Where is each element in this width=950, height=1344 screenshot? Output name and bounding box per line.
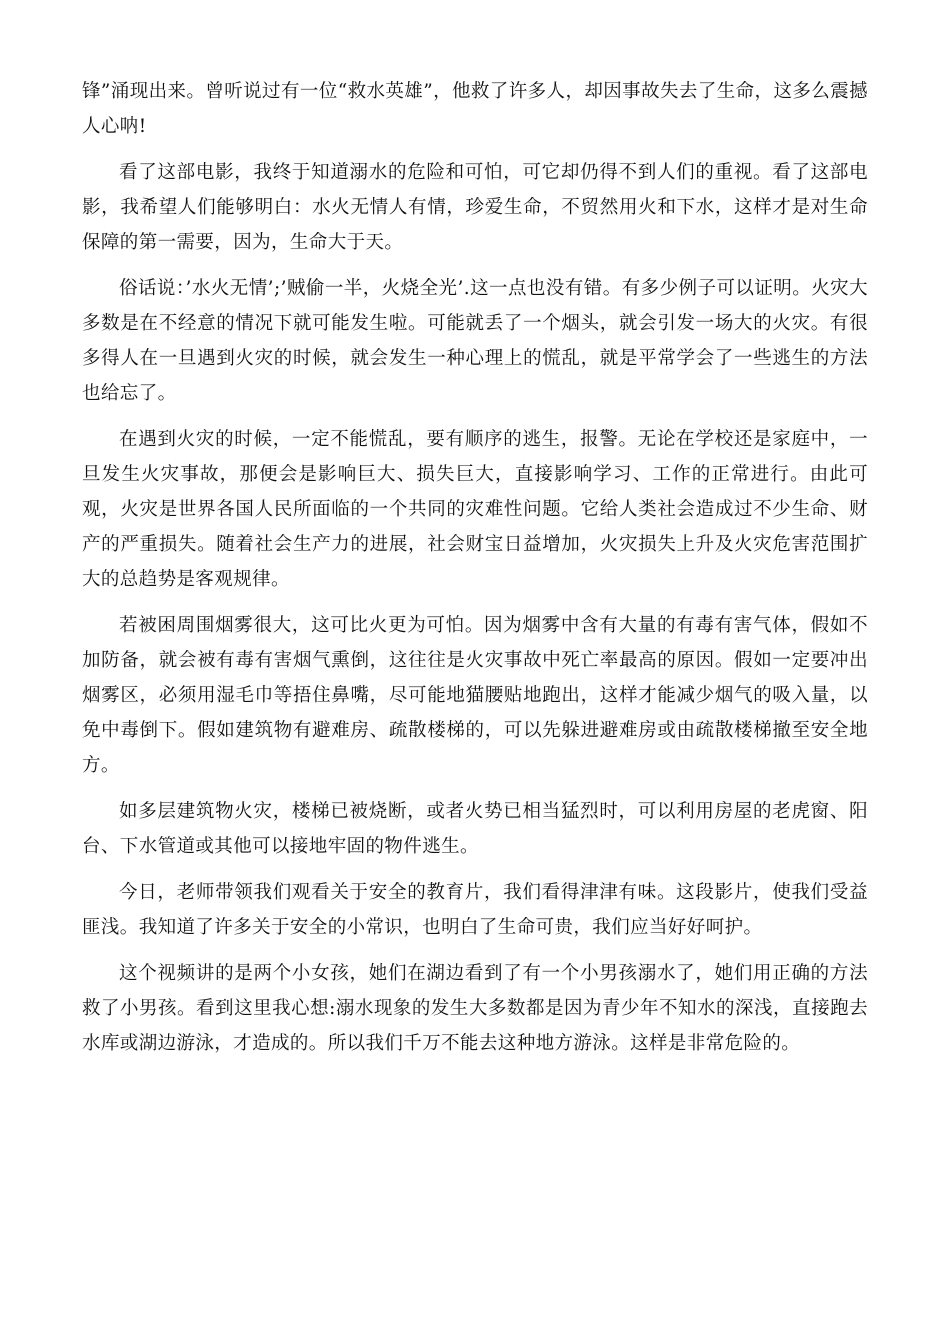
paragraph-3: 俗话说：’水火无情’;’贼偷一半，火烧全光’.这一点也没有错。有多少例子可以证明。火灾大多数是在不经意的情况下就可能发生啦。可能就丢了一个烟头，就会引发一场大的火灾。有很多得人在一旦遇到火灾的时候，就会发生一种心理上的慌乱，就是平常学会了一些逃生的方法也给忘了。 (82, 278, 868, 404)
paragraph-8: 这个视频讲的是两个小女孩，她们在湖边看到了有一个小男孩溺水了，她们用正确的方法救了小男孩。看到这里我心想:溺水现象的发生大多数都是因为青少年不知水的深浅，直接跑去水库或湖边游泳，才造成的。所以我们千万不能去这种地方游泳。这样是非常危险的。 (82, 963, 868, 1054)
paragraph-4: 在遇到火灾的时候，一定不能慌乱，要有顺序的逃生，报警。无论在学校还是家庭中，一旦发生火灾事故，那便会是影响巨大、损失巨大，直接影响学习、工作的正常进行。由此可观，火灾是世界各国人民所面临的一个共同的灾难性问题。它给人类社会造成过不少生命、财产的严重损失。随着社会生产力的进展，社会财宝日益增加，火灾损失上升及火灾危害范围扩大的总趋势是客观规律。 (82, 429, 868, 590)
paragraph-7: 今日，老师带领我们观看关于安全的教育片，我们看得津津有味。这段影片，使我们受益匪浅。我知道了许多关于安全的小常识，也明白了生命可贵，我们应当好好呵护。 (82, 882, 868, 938)
paragraph-6: 如多层建筑物火灾，楼梯已被烧断，或者火势已相当猛烈时，可以利用房屋的老虎窗、阳台、下水管道或其他可以接地牢固的物件逃生。 (82, 801, 868, 857)
document-body (82, 74, 868, 1072)
paragraph-2: 看了这部电影，我终于知道溺水的危险和可怕，可它却仍得不到人们的重视。看了这部电影，我希望人们能够明白：水火无情人有情，珍爱生命，不贸然用火和下水，这样才是对生命保障的第一需要，因为，生命大于天。 (82, 162, 868, 253)
paragraph-5: 若被困周围烟雾很大，这可比火更为可怕。因为烟雾中含有大量的有毒有害气体，假如不加防备，就会被有毒有害烟气熏倒，这往往是火灾事故中死亡率最高的原因。假如一定要冲出烟雾区，必须用湿毛巾等捂住鼻嘴，尽可能地猫腰贴地跑出，这样才能减少烟气的吸入量，以免中毒倒下。假如建筑物有避难房、疏散楼梯的，可以先躲进避难房或由疏散楼梯撤至安全地方。 (82, 615, 868, 776)
paragraph-1: 锋”涌现出来。曾听说过有一位“救水英雄”，他救了许多人，却因事故失去了生命，这多么震撼人心呐! (82, 81, 868, 137)
